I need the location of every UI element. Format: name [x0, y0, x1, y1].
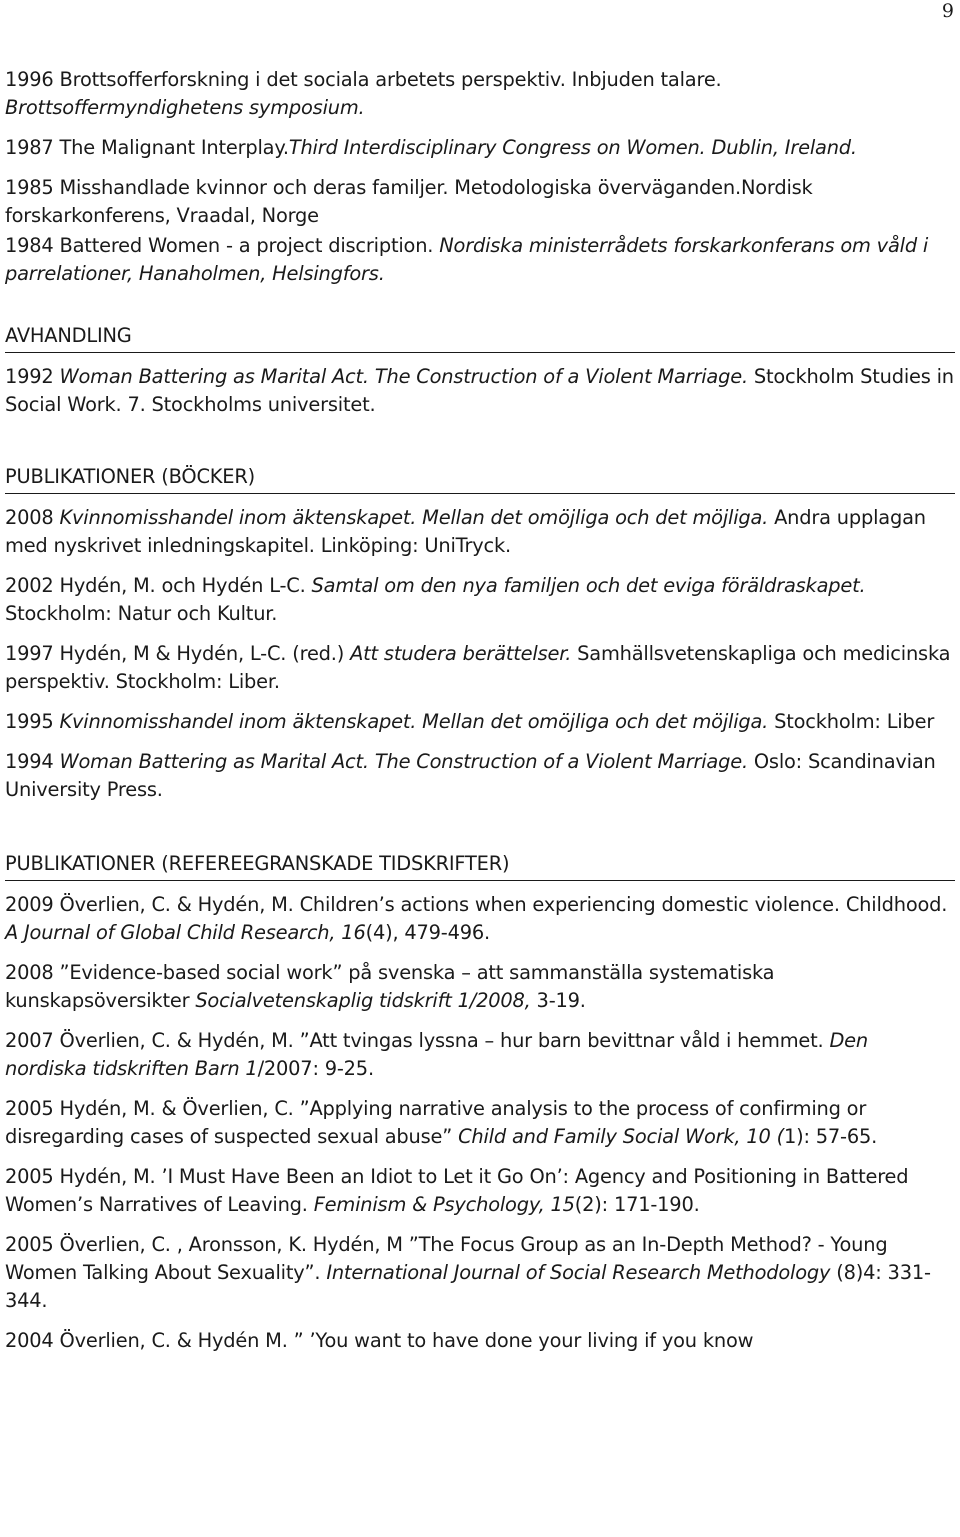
italic-text: Samtal om den nya familjen och det eviga föräldraskapet. — [311, 574, 866, 597]
entry-text: 2005 Hydén, M. & Överlien, C. ”Applying narrative analysis to the process of confirming or disregarding cases of suspected sexual abuse” — [5, 1097, 867, 1148]
italic-text: International Journal of Social Research Methodology — [326, 1261, 831, 1284]
entry-text: 1995 — [5, 710, 60, 733]
reference-entry — [5, 504, 955, 560]
reference-entry — [5, 748, 955, 804]
italic-text: Den nordiska tidskriften Barn 1 — [5, 1029, 868, 1080]
reference-entry — [5, 232, 955, 288]
entry-text: Stockholm Studies in Social Work. 7. Stockholms universitet. — [5, 365, 954, 416]
entry-text: Stockholm: Natur och Kultur. — [5, 602, 278, 625]
reference-entry — [5, 134, 955, 162]
entry-text: (8)4: 331-344. — [5, 1261, 931, 1312]
reference-entry — [5, 1027, 955, 1083]
section-heading-tidskrifter: PUBLIKATIONER (REFEREEGRANSKADE TIDSKRIFTER) — [5, 850, 955, 881]
italic-text: Child and Family Social Work, 10 ( — [458, 1125, 784, 1148]
section-heading-bocker: PUBLIKATIONER (BÖCKER) — [5, 463, 955, 494]
entry-text: 2005 Hydén, M. ’I Must Have Been an Idiot to Let it Go On’: Agency and Positioning in Battered Women’s Narratives of Leaving. — [5, 1165, 909, 1216]
italic-text: Woman Battering as Marital Act. The Construction of a Violent Marriage. — [59, 750, 748, 773]
italic-text: Brottsoffermyndighetens symposium. — [5, 96, 365, 119]
reference-entry — [5, 1231, 955, 1315]
entry-text: 1994 — [5, 750, 60, 773]
italic-text: Third Interdisciplinary Congress on Women. Dublin, Ireland. — [288, 136, 857, 159]
entry-text: Nordisk forskarkonferens, Vraadal, Norge — [5, 176, 813, 227]
entry-text: 2004 Överlien, C. & Hydén M. ” ’You want to have done your living if you know — [5, 1329, 754, 1352]
italic-text: Kvinnomisshandel inom äktenskapet. Mellan det omöjliga och det möjliga. — [59, 710, 769, 733]
reference-entry — [5, 1163, 955, 1219]
entry-text: 1997 Hydén, M & Hydén, L-C. (red.) — [5, 642, 351, 665]
italic-text: Kvinnomisshandel inom äktenskapet. Mellan det omöjliga och det möjliga. — [59, 506, 769, 529]
entry-text: 2009 Överlien, C. & Hydén, M. Children’s actions when experiencing domestic violence. Childhood. — [5, 893, 948, 916]
entry-text: 1987 The Malignant Interplay. — [5, 136, 289, 159]
entry-text: 1992 — [5, 365, 60, 388]
reference-entry — [5, 572, 955, 628]
reference-entry — [5, 174, 955, 230]
entry-text: 3-19. — [530, 989, 586, 1012]
reference-entry — [5, 891, 955, 947]
reference-entry — [5, 66, 955, 122]
page-number: 9 — [941, 0, 954, 22]
entry-text: Samhällsvetenskapliga och medicinska perspektiv. Stockholm: Liber. — [5, 642, 951, 693]
italic-text: Socialvetenskaplig tidskrift 1/2008, — [195, 989, 531, 1012]
italic-text: A Journal of Global Child Research, 16 — [5, 921, 366, 944]
entry-text: 2007 Överlien, C. & Hydén, M. ”Att tvingas lyssna – hur barn bevittnar våld i hemmet. — [5, 1029, 830, 1052]
italic-text: Att studera berättelser. — [350, 642, 572, 665]
reference-entry — [5, 708, 955, 736]
italic-text: Nordiska ministerrådets forskarkonferans om våld i parrelationer, Hanaholmen, Helsingfors. — [5, 234, 929, 285]
entry-text: /2007: 9-25. — [257, 1057, 374, 1080]
entry-text: 1): 57-65. — [783, 1125, 878, 1148]
reference-entry — [5, 959, 955, 1015]
intro-list — [5, 66, 955, 288]
entry-text: 2002 Hydén, M. och Hydén L-C. — [5, 574, 312, 597]
entry-text: 1984 Battered Women - a project discription. — [5, 234, 440, 257]
reference-entry — [5, 640, 955, 696]
entry-text: 1985 Misshandlade kvinnor och deras familjer. Metodologiska överväganden. — [5, 176, 741, 199]
reference-entry — [5, 1095, 955, 1151]
reference-entry — [5, 363, 955, 419]
document-body — [5, 66, 955, 1367]
entry-text: Oslo: Scandinavian University Press. — [5, 750, 936, 801]
bocker-list — [5, 504, 955, 804]
entry-text: 1996 Brottsofferforskning i det sociala arbetets perspektiv. Inbjuden talare. — [5, 68, 722, 91]
entry-text: Andra upplagan med nyskrivet inledningskapitel. Linköping: UniTryck. — [5, 506, 926, 557]
italic-text: Woman Battering as Marital Act. The Construction of a Violent Marriage. — [59, 365, 748, 388]
section-heading-avhandling: AVHANDLING — [5, 322, 955, 353]
entry-text: 2008 ”Evidence-based social work” på svenska – att sammanställa systematiska kunskapsöversikter — [5, 961, 775, 1012]
italic-text: Feminism & Psychology, 15 — [313, 1193, 575, 1216]
reference-entry — [5, 1327, 955, 1355]
entry-text: Stockholm: Liber — [768, 710, 935, 733]
entry-text: 2008 — [5, 506, 60, 529]
avhandling-list — [5, 363, 955, 419]
tidskrifter-list — [5, 891, 955, 1355]
entry-text: (2): 171-190. — [574, 1193, 700, 1216]
entry-text: 2005 Överlien, C. , Aronsson, K. Hydén, M ”The Focus Group as an In-Depth Method? - Young Women Talking About Sexuality”. — [5, 1233, 888, 1284]
entry-text: (4), 479-496. — [365, 921, 490, 944]
